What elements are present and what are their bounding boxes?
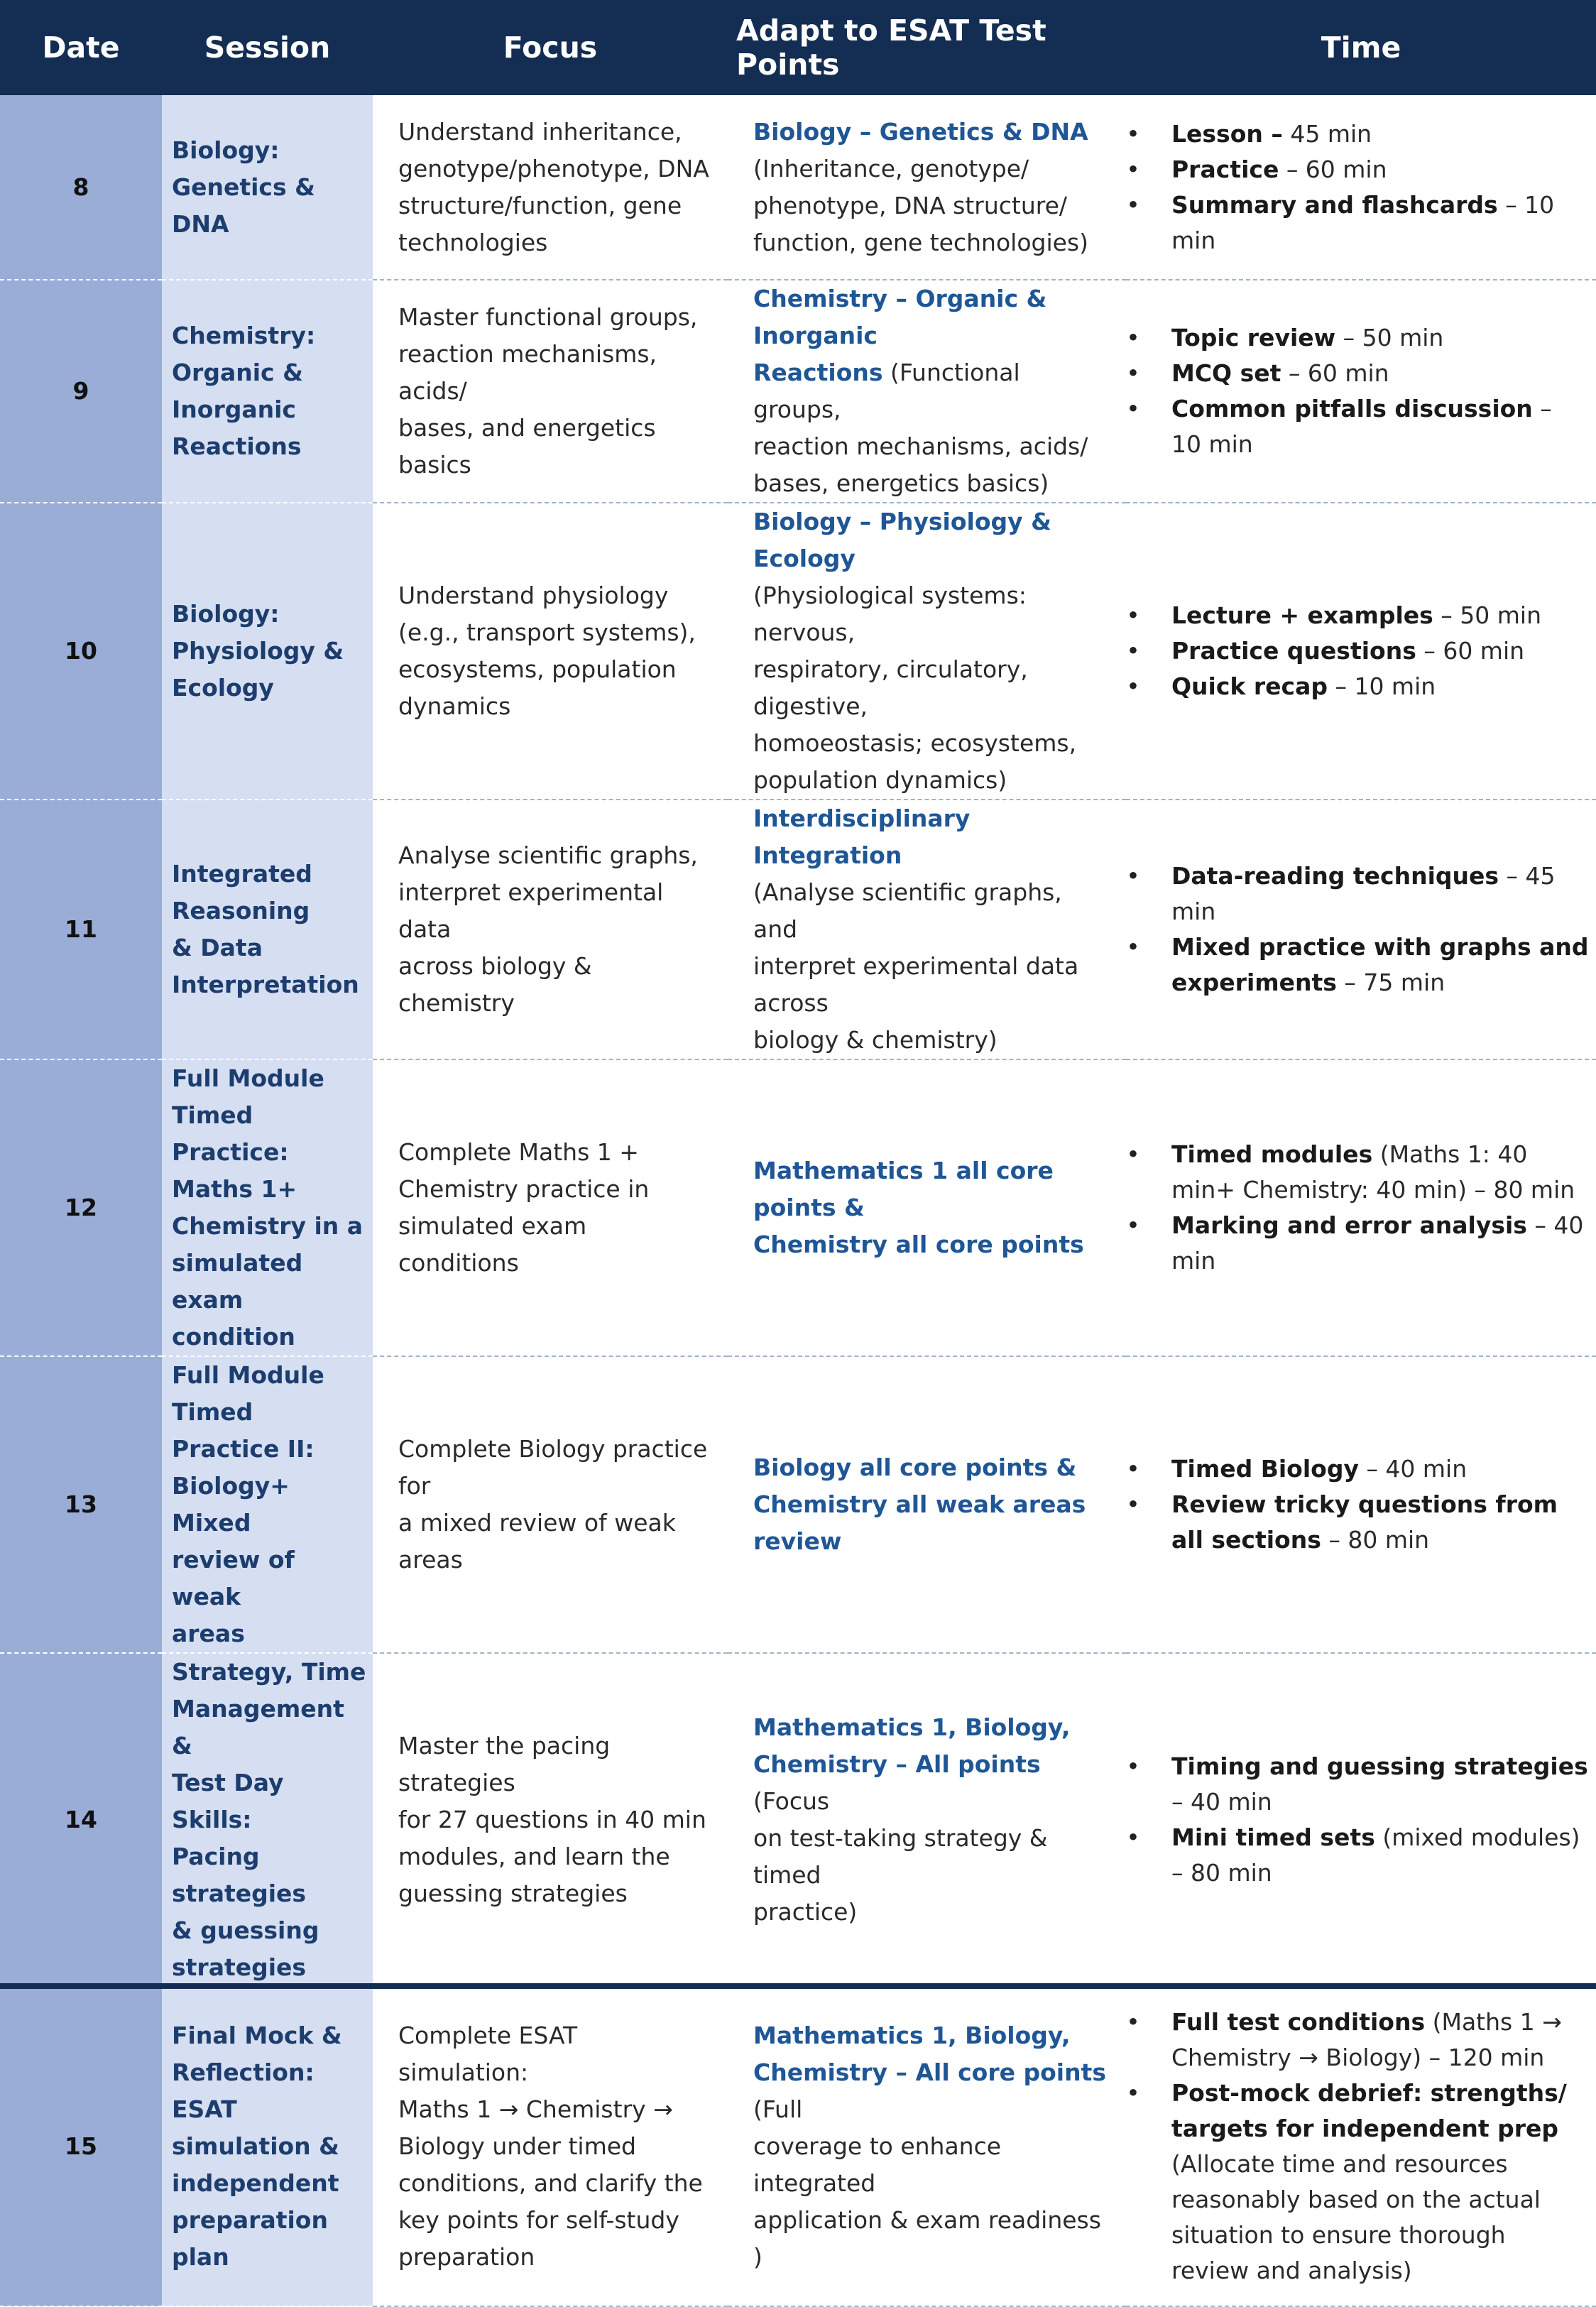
time-item — [1171, 633, 1589, 669]
session-line: Maths 1+ — [172, 1175, 297, 1203]
time-activity: Topic review — [1171, 324, 1336, 351]
session-line: areas — [172, 1620, 245, 1647]
session-line: simulated exam — [172, 1249, 303, 1314]
time-activity: Review tricky questions from all sections — [1171, 1490, 1558, 1554]
time-duration: – 60 min — [1416, 637, 1525, 665]
time-cell — [1126, 1653, 1596, 1987]
adapt-cell — [728, 1356, 1126, 1653]
time-list — [1126, 858, 1589, 1000]
time-duration: – 40 min — [1358, 1455, 1467, 1483]
time-activity: Summary and flashcards — [1171, 190, 1498, 219]
focus-line: key points for self-study — [398, 2206, 679, 2234]
table-row — [0, 503, 1596, 800]
focus-line: Master the pacing strategies — [398, 1732, 611, 1796]
focus-line: genotype/phenotype, DNA — [398, 154, 709, 182]
header-session: Session — [162, 0, 373, 95]
session-cell — [162, 280, 373, 503]
table-row — [0, 95, 1596, 280]
adapt-detail: coverage to enhance integrated — [753, 2132, 1002, 2197]
time-duration: – 10 min — [1171, 190, 1555, 254]
adapt-detail: population dynamics) — [753, 766, 1007, 794]
adapt-topic: Mathematics 1, Biology, — [753, 2022, 1071, 2049]
focus-line: Maths 1 → Chemistry → — [398, 2095, 673, 2123]
time-activity: Common pitfalls discussion — [1171, 395, 1533, 422]
time-item — [1171, 669, 1589, 704]
session-line: Chemistry in a — [172, 1212, 364, 1240]
time-item — [1171, 1820, 1589, 1891]
focus-line: modules, and learn the — [398, 1843, 670, 1870]
focus-line: a mixed review of weak areas — [398, 1509, 676, 1574]
session-line: Full Module — [172, 1361, 324, 1389]
time-cell — [1126, 95, 1596, 280]
adapt-detail: function, gene technologies) — [753, 228, 1088, 256]
session-line: Reasoning — [172, 897, 310, 925]
date-cell: 11 — [0, 800, 162, 1059]
session-line: Reflection: ESAT — [172, 2058, 315, 2123]
time-list — [1126, 116, 1589, 258]
time-cell — [1126, 280, 1596, 503]
time-activity: Data-reading techniques — [1171, 862, 1499, 890]
time-item — [1171, 2076, 1589, 2289]
time-activity: Post-mock debrief: strengths/ targets for independent prep — [1171, 2079, 1567, 2142]
time-activity: Timed modules — [1171, 1140, 1373, 1168]
focus-cell — [373, 95, 728, 280]
focus-line: Complete ESAT simulation: — [398, 2022, 578, 2086]
time-duration: – 75 min — [1336, 969, 1445, 996]
time-item — [1171, 187, 1589, 258]
time-duration: – 40 min — [1171, 1211, 1584, 1275]
adapt-detail: (Focus — [753, 1787, 830, 1815]
session-line: Inorganic — [172, 396, 296, 423]
session-line: Biology: — [172, 600, 280, 628]
date-cell: 12 — [0, 1059, 162, 1356]
time-activity: Lecture + examples — [1171, 601, 1433, 629]
time-item — [1171, 356, 1589, 391]
focus-line: Chemistry practice in — [398, 1175, 650, 1203]
focus-line: Understand inheritance, — [398, 117, 682, 146]
header-date: Date — [0, 0, 162, 95]
time-list — [1126, 2005, 1589, 2289]
table-row — [0, 1987, 1596, 2306]
session-line: Pacing strategies — [172, 1843, 307, 1907]
session-line: Strategy, Time — [172, 1658, 366, 1686]
time-activity: Lesson – — [1171, 119, 1283, 148]
time-duration: (mixed modules) – 80 min — [1171, 1823, 1580, 1887]
session-line: Biology+ Mixed — [172, 1472, 290, 1537]
time-activity: Timed Biology — [1171, 1455, 1359, 1483]
adapt-topic: Biology all core points & — [753, 1454, 1077, 1481]
focus-cell — [373, 503, 728, 800]
adapt-detail: (Physiological systems: nervous, — [753, 582, 1027, 646]
focus-cell — [373, 1987, 728, 2306]
session-cell — [162, 95, 373, 280]
focus-line: dynamics — [398, 692, 511, 720]
session-line: & guessing — [172, 1916, 319, 1944]
session-line: strategies — [172, 1953, 307, 1981]
session-line: & Data — [172, 934, 263, 961]
adapt-detail: phenotype, DNA structure/ — [753, 191, 1068, 219]
focus-line: preparation — [398, 2243, 535, 2271]
focus-line: reaction mechanisms, acids/ — [398, 340, 657, 405]
adapt-detail: reaction mechanisms, acids/ — [753, 432, 1088, 460]
session-cell — [162, 1356, 373, 1653]
focus-line: across biology & chemistry — [398, 952, 592, 1017]
session-cell — [162, 800, 373, 1059]
time-list — [1126, 1137, 1589, 1279]
session-line: Biology: — [172, 136, 280, 164]
focus-cell — [373, 280, 728, 503]
adapt-detail: (Full — [753, 2095, 803, 2123]
session-line: Test Day Skills: — [172, 1769, 284, 1833]
time-activity: Marking and error analysis — [1171, 1211, 1527, 1239]
adapt-topic: Chemistry – All points — [753, 1750, 1041, 1778]
date-cell: 15 — [0, 1987, 162, 2306]
focus-line: for 27 questions in 40 min — [398, 1806, 706, 1833]
focus-line: technologies — [398, 228, 548, 256]
time-item — [1171, 1208, 1589, 1279]
adapt-topic: Interdisciplinary Integration — [753, 805, 971, 869]
adapt-detail: respiratory, circulatory, digestive, — [753, 655, 1028, 720]
time-activity: Quick recap — [1171, 672, 1328, 700]
time-item — [1171, 1137, 1589, 1208]
focus-line: Biology under timed — [398, 2132, 636, 2160]
adapt-topic: Chemistry – All core points — [753, 2058, 1107, 2086]
adapt-detail: interpret experimental data across — [753, 952, 1079, 1017]
time-duration: – 60 min — [1281, 359, 1389, 387]
time-item — [1171, 391, 1589, 462]
adapt-detail: biology & chemistry) — [753, 1026, 998, 1054]
adapt-detail: (Inheritance, genotype/ — [753, 154, 1029, 182]
time-duration: (Maths 1: 40 min+ Chemistry: 40 min) – 80 min — [1171, 1140, 1575, 1204]
time-item — [1171, 320, 1589, 356]
session-line: Reactions — [172, 432, 302, 460]
session-cell — [162, 1653, 373, 1987]
adapt-detail: homoeostasis; ecosystems, — [753, 729, 1077, 757]
time-activity: Practice — [1171, 155, 1279, 183]
time-item — [1171, 1749, 1589, 1820]
time-duration: (Maths 1 → Chemistry → Biology) – 120 min — [1171, 2008, 1562, 2071]
time-cell — [1126, 1987, 1596, 2306]
table-row — [0, 280, 1596, 503]
header-row — [0, 0, 1596, 95]
session-line: Full Module — [172, 1064, 324, 1092]
adapt-topic: Biology – Physiology & Ecology — [753, 508, 1051, 572]
focus-line: interpret experimental data — [398, 878, 664, 943]
focus-cell — [373, 1653, 728, 1987]
adapt-detail: practice) — [753, 1898, 858, 1926]
adapt-cell — [728, 280, 1126, 503]
session-line: Integrated — [172, 860, 312, 888]
adapt-topic: Chemistry all core points — [753, 1231, 1084, 1258]
adapt-topic: Mathematics 1, Biology, — [753, 1713, 1071, 1741]
time-item — [1171, 152, 1589, 187]
adapt-detail: application & exam readiness ) — [753, 2206, 1101, 2271]
focus-line: Understand physiology — [398, 582, 669, 609]
time-item — [1171, 1451, 1589, 1487]
focus-cell — [373, 800, 728, 1059]
adapt-topic: Biology – Genetics & DNA — [753, 117, 1088, 146]
table-row — [0, 1059, 1596, 1356]
time-list — [1126, 1451, 1589, 1558]
time-item — [1171, 598, 1589, 633]
date-cell: 9 — [0, 280, 162, 503]
focus-line: Analyse scientific graphs, — [398, 841, 698, 869]
time-item — [1171, 116, 1589, 152]
date-cell: 8 — [0, 95, 162, 280]
session-cell — [162, 503, 373, 800]
time-cell — [1126, 503, 1596, 800]
focus-line: (e.g., transport systems), — [398, 618, 696, 646]
session-cell — [162, 1987, 373, 2306]
time-activity: Full test conditions — [1171, 2008, 1426, 2036]
time-activity: Timing and guessing strategies — [1171, 1752, 1588, 1780]
table-header — [0, 0, 1596, 95]
time-activity: Mini timed sets — [1171, 1823, 1375, 1851]
time-duration: – 10 min — [1171, 395, 1552, 458]
adapt-topic: Mathematics 1 all core points & — [753, 1157, 1054, 1221]
session-line: Timed Practice II: — [172, 1398, 315, 1463]
table-row — [0, 1356, 1596, 1653]
session-line: simulation & — [172, 2132, 339, 2160]
focus-line: structure/function, gene — [398, 191, 682, 219]
adapt-topic: Chemistry all weak areas review — [753, 1490, 1086, 1555]
table-body — [0, 95, 1596, 2306]
adapt-cell — [728, 1987, 1126, 2306]
focus-line: guessing strategies — [398, 1880, 628, 1907]
session-line: review of weak — [172, 1546, 295, 1610]
table-row — [0, 1653, 1596, 1987]
adapt-detail: (Analyse scientific graphs, and — [753, 878, 1062, 943]
table-row — [0, 800, 1596, 1059]
session-line: preparation plan — [172, 2206, 328, 2271]
session-line: Interpretation — [172, 971, 359, 998]
session-cell — [162, 1059, 373, 1356]
time-duration: – 80 min — [1321, 1526, 1430, 1554]
focus-cell — [373, 1059, 728, 1356]
session-line: Timed Practice: — [172, 1101, 289, 1166]
focus-line: ecosystems, population — [398, 655, 677, 683]
session-line: Physiology & — [172, 637, 344, 665]
adapt-cell — [728, 1653, 1126, 1987]
focus-line: Master functional groups, — [398, 303, 698, 331]
time-cell — [1126, 1356, 1596, 1653]
session-line: independent — [172, 2169, 339, 2197]
time-cell — [1126, 1059, 1596, 1356]
adapt-cell — [728, 800, 1126, 1059]
bottom-rule — [0, 1983, 1596, 1989]
adapt-detail: (Functional groups, — [753, 359, 1020, 423]
session-line: Final Mock & — [172, 2022, 342, 2049]
focus-line: bases, and energetics basics — [398, 414, 656, 479]
time-item — [1171, 929, 1589, 1000]
time-item — [1171, 2005, 1589, 2076]
time-list — [1126, 598, 1589, 704]
session-line: Genetics & DNA — [172, 173, 315, 238]
time-item — [1171, 1487, 1589, 1558]
session-line: condition — [172, 1323, 295, 1351]
focus-line: conditions, and clarify the — [398, 2169, 703, 2197]
session-line: Ecology — [172, 674, 274, 702]
adapt-topic: Reactions — [753, 359, 883, 386]
time-duration: – 40 min — [1171, 1788, 1272, 1816]
time-cell — [1126, 800, 1596, 1059]
time-duration: – 10 min — [1327, 672, 1436, 700]
time-activity: Mixed practice with graphs and experiments — [1171, 933, 1589, 996]
date-cell: 10 — [0, 503, 162, 800]
header-time: Time — [1126, 0, 1596, 95]
adapt-cell — [728, 1059, 1126, 1356]
time-duration: (Allocate time and resources reasonably based on the actual situation to ensure thorough review and analysis) — [1171, 2150, 1541, 2284]
adapt-cell — [728, 95, 1126, 280]
header-focus: Focus — [373, 0, 728, 95]
time-duration: – 50 min — [1433, 601, 1542, 629]
time-duration: – 45 min — [1171, 862, 1556, 925]
focus-line: Complete Maths 1 + — [398, 1138, 639, 1166]
time-duration: – 60 min — [1279, 155, 1387, 183]
session-line: Organic & — [172, 359, 303, 386]
adapt-detail: bases, energetics basics) — [753, 469, 1049, 497]
date-cell: 13 — [0, 1356, 162, 1653]
time-activity: Practice questions — [1171, 637, 1416, 665]
session-line: Management & — [172, 1695, 344, 1760]
date-cell: 14 — [0, 1653, 162, 1987]
time-item — [1171, 858, 1589, 929]
header-adapt: Adapt to ESAT Test Points — [728, 0, 1126, 95]
adapt-detail: on test-taking strategy & timed — [753, 1824, 1048, 1889]
time-list — [1126, 320, 1589, 462]
focus-cell — [373, 1356, 728, 1653]
time-list — [1126, 1749, 1589, 1891]
adapt-topic: Chemistry – Organic & Inorganic — [753, 285, 1047, 349]
time-duration: 45 min — [1282, 119, 1372, 148]
adapt-cell — [728, 503, 1126, 800]
session-line: Chemistry: — [172, 322, 316, 349]
time-duration: – 50 min — [1335, 324, 1444, 351]
time-activity: MCQ set — [1171, 359, 1281, 387]
focus-line: simulated exam conditions — [398, 1212, 587, 1277]
focus-line: Complete Biology practice for — [398, 1435, 708, 1500]
